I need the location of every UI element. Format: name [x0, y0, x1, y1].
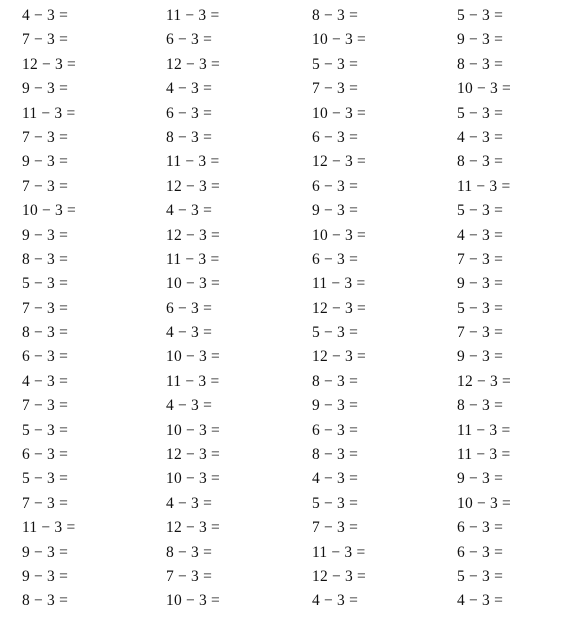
subtraction-problem: 12 − 3 = [312, 299, 366, 317]
subtraction-problem: 12 − 3 = [166, 446, 220, 464]
subtraction-problem: 11 − 3 = [457, 177, 511, 195]
subtraction-problem: 9 − 3 = [457, 348, 504, 366]
subtraction-problem: 9 − 3 = [22, 543, 69, 561]
subtraction-problem: 7 − 3 = [22, 31, 69, 49]
subtraction-problem: 4 − 3 = [166, 324, 213, 342]
subtraction-problem: 4 − 3 = [22, 7, 69, 24]
subtraction-problem: 9 − 3 = [457, 31, 504, 49]
subtraction-problem: 8 − 3 = [457, 153, 504, 171]
subtraction-problem: 5 − 3 = [312, 55, 359, 73]
subtraction-problem: 8 − 3 = [457, 55, 504, 73]
subtraction-problem: 4 − 3 = [457, 226, 504, 244]
subtraction-problem: 11 − 3 = [22, 104, 76, 122]
subtraction-problem: 6 − 3 = [312, 421, 359, 439]
subtraction-problem: 5 − 3 = [457, 104, 504, 122]
subtraction-problem: 4 − 3 = [166, 397, 213, 415]
subtraction-problem: 12 − 3 = [312, 153, 366, 171]
subtraction-problem: 10 − 3 = [166, 592, 220, 610]
subtraction-problem: 9 − 3 = [22, 226, 69, 244]
subtraction-problem: 5 − 3 = [22, 470, 69, 488]
subtraction-problem: 7 − 3 = [22, 397, 69, 415]
subtraction-problem: 8 − 3 = [166, 128, 213, 146]
subtraction-problem: 11 − 3 = [166, 250, 220, 268]
subtraction-problem: 6 − 3 = [166, 31, 213, 49]
subtraction-problem: 7 − 3 = [457, 250, 504, 268]
subtraction-problem: 8 − 3 = [457, 397, 504, 415]
subtraction-problem: 10 − 3 = [22, 202, 76, 220]
subtraction-problem: 7 − 3 = [457, 324, 504, 342]
subtraction-problem: 4 − 3 = [166, 80, 213, 98]
subtraction-problem: 5 − 3 = [22, 275, 69, 293]
subtraction-problem: 7 − 3 = [22, 128, 69, 146]
subtraction-problem: 11 − 3 = [166, 7, 220, 24]
subtraction-problem: 11 − 3 = [312, 543, 366, 561]
subtraction-problem: 12 − 3 = [166, 519, 220, 537]
subtraction-problem: 12 − 3 = [312, 348, 366, 366]
subtraction-problem: 9 − 3 = [22, 80, 69, 98]
subtraction-problem: 5 − 3 = [22, 421, 69, 439]
subtraction-problem: 4 − 3 = [312, 592, 359, 610]
subtraction-problem: 11 − 3 = [166, 153, 220, 171]
subtraction-problem: 4 − 3 = [457, 592, 504, 610]
subtraction-problem: 12 − 3 = [166, 55, 220, 73]
subtraction-problem: 8 − 3 = [22, 592, 69, 610]
subtraction-problem: 9 − 3 = [312, 202, 359, 220]
subtraction-problem: 4 − 3 = [22, 372, 69, 390]
subtraction-problem: 10 − 3 = [457, 494, 511, 512]
subtraction-problem: 12 − 3 = [166, 177, 220, 195]
problem-column-4 [457, 4, 511, 614]
subtraction-problem: 10 − 3 = [166, 470, 220, 488]
subtraction-problem: 6 − 3 = [22, 348, 69, 366]
subtraction-problem: 9 − 3 = [22, 567, 69, 585]
problem-column-2 [166, 4, 220, 614]
subtraction-problem: 11 − 3 = [457, 421, 511, 439]
subtraction-problem: 11 − 3 = [457, 446, 511, 464]
subtraction-problem: 11 − 3 = [166, 372, 220, 390]
subtraction-problem: 10 − 3 = [166, 348, 220, 366]
subtraction-problem: 9 − 3 = [457, 470, 504, 488]
subtraction-problem: 9 − 3 = [457, 275, 504, 293]
subtraction-problem: 12 − 3 = [312, 567, 366, 585]
subtraction-problem: 6 − 3 = [457, 519, 504, 537]
subtraction-problem: 4 − 3 = [312, 470, 359, 488]
subtraction-problem: 6 − 3 = [22, 446, 69, 464]
subtraction-problem: 10 − 3 = [312, 31, 366, 49]
subtraction-problem: 4 − 3 = [457, 128, 504, 146]
subtraction-problem: 9 − 3 = [22, 153, 69, 171]
subtraction-problem: 4 − 3 = [166, 494, 213, 512]
subtraction-problem: 5 − 3 = [312, 324, 359, 342]
subtraction-problem: 5 − 3 = [457, 7, 504, 24]
subtraction-problem: 6 − 3 = [312, 177, 359, 195]
subtraction-problem: 12 − 3 = [457, 372, 511, 390]
subtraction-problem: 12 − 3 = [166, 226, 220, 244]
subtraction-problem: 11 − 3 = [22, 519, 76, 537]
subtraction-problem: 7 − 3 = [312, 80, 359, 98]
subtraction-problem: 7 − 3 = [22, 177, 69, 195]
subtraction-problem: 5 − 3 = [457, 299, 504, 317]
subtraction-problem: 8 − 3 = [312, 446, 359, 464]
subtraction-problem: 10 − 3 = [312, 226, 366, 244]
subtraction-problem: 9 − 3 = [312, 397, 359, 415]
subtraction-problem: 8 − 3 = [22, 250, 69, 268]
subtraction-problem: 5 − 3 = [457, 202, 504, 220]
subtraction-problem: 7 − 3 = [22, 299, 69, 317]
subtraction-problem: 10 − 3 = [166, 421, 220, 439]
subtraction-problem: 6 − 3 = [312, 250, 359, 268]
subtraction-problem: 8 − 3 = [312, 372, 359, 390]
subtraction-problem: 7 − 3 = [312, 519, 359, 537]
subtraction-problem: 6 − 3 = [312, 128, 359, 146]
subtraction-problem: 7 − 3 = [22, 494, 69, 512]
subtraction-problem: 8 − 3 = [312, 7, 359, 24]
subtraction-problem: 8 − 3 = [22, 324, 69, 342]
subtraction-problem: 6 − 3 = [457, 543, 504, 561]
subtraction-problem: 6 − 3 = [166, 299, 213, 317]
subtraction-problem: 7 − 3 = [166, 567, 213, 585]
subtraction-problem: 6 − 3 = [166, 104, 213, 122]
subtraction-problem: 5 − 3 = [312, 494, 359, 512]
subtraction-problem: 8 − 3 = [166, 543, 213, 561]
problem-column-1 [22, 4, 76, 614]
subtraction-problem: 11 − 3 = [312, 275, 366, 293]
subtraction-problem: 10 − 3 = [312, 104, 366, 122]
subtraction-problem: 10 − 3 = [166, 275, 220, 293]
subtraction-problem: 10 − 3 = [457, 80, 511, 98]
subtraction-problem: 5 − 3 = [457, 567, 504, 585]
problem-column-3 [312, 4, 366, 614]
subtraction-problem: 4 − 3 = [166, 202, 213, 220]
subtraction-problem: 12 − 3 = [22, 55, 76, 73]
